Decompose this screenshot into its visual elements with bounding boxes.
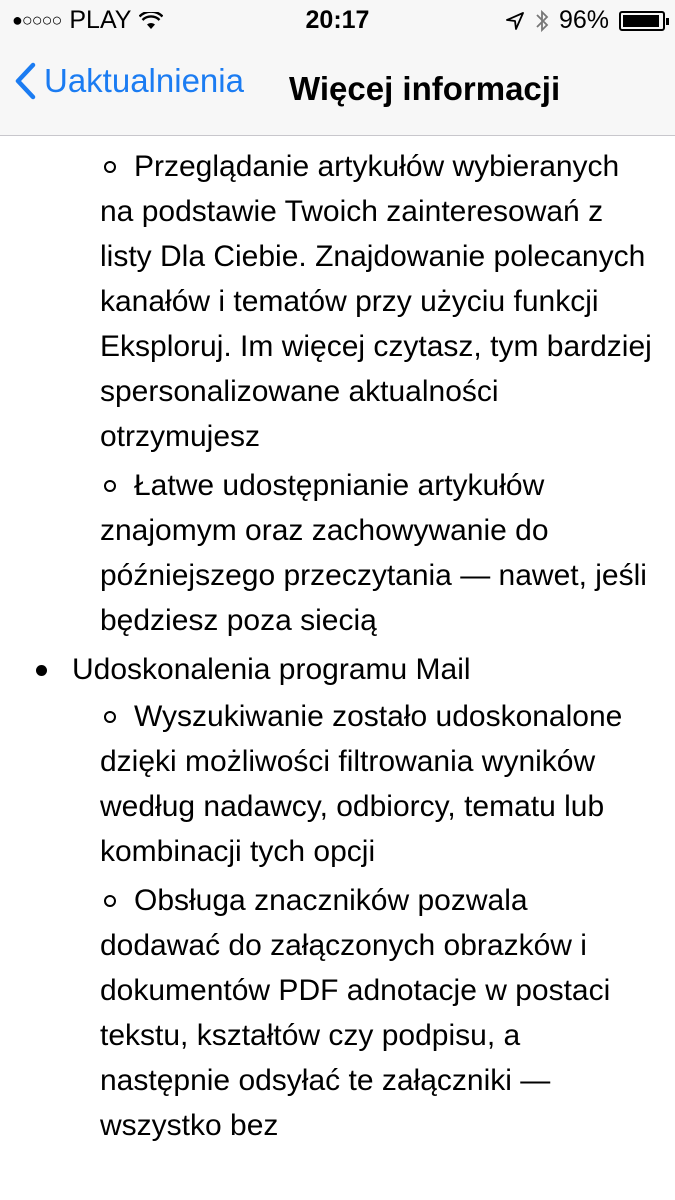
battery-fill xyxy=(623,15,659,27)
carrier-name: PLAY xyxy=(69,6,132,34)
bluetooth-icon xyxy=(535,9,549,33)
signal-strength-icon: ●○○○○ xyxy=(12,10,62,30)
chevron-left-icon xyxy=(14,62,36,100)
back-button[interactable] xyxy=(14,62,244,100)
navigation-bar xyxy=(0,42,675,136)
list-item-text: Łatwe udostępnianie artykułów znajomym oraz zachowywanie do późniejszego przeczytania — nawet, jeśli będziesz poza siecią xyxy=(100,469,647,637)
list-item-text: Przeglądanie artykułów wybieranych na podstawie Twoich zainteresowań z listy Dla Ciebie. Znajdowanie polecanych kanałów i tematów przy użyciu funkcji Eksploruj. Im więcej czytasz, tym bardziej spersonalizowane aktualności otrzymujesz xyxy=(100,150,652,453)
list-item xyxy=(0,647,675,692)
sub-list-mail xyxy=(0,694,675,1148)
battery-icon xyxy=(619,11,665,31)
list-item xyxy=(0,694,675,874)
battery-percent: 96% xyxy=(558,6,609,34)
circle-bullet-icon xyxy=(104,895,116,907)
status-time: 20:17 xyxy=(305,6,370,34)
main-list xyxy=(0,647,675,692)
list-item xyxy=(0,463,675,643)
section-title-mail: Udoskonalenia programu Mail xyxy=(72,653,471,686)
list-item xyxy=(0,878,675,1148)
circle-bullet-icon xyxy=(104,711,116,723)
back-button-label: Uaktualnienia xyxy=(44,62,244,99)
disc-bullet-icon xyxy=(36,665,47,676)
list-item xyxy=(0,144,675,459)
list-item-text: Obsługa znaczników pozwala dodawać do załączonych obrazków i dokumentów PDF adnotacje w postaci tekstu, kształtów czy podpisu, a następnie odsyłać te załączniki — wszystko bez xyxy=(100,884,611,1142)
circle-bullet-icon xyxy=(104,480,116,492)
circle-bullet-icon xyxy=(104,161,116,173)
release-notes-content[interactable] xyxy=(0,136,675,1200)
sub-list-top xyxy=(0,144,675,643)
status-right xyxy=(505,6,665,35)
status-bar xyxy=(0,0,675,42)
list-item-text: Wyszukiwanie zostało udoskonalone dzięki możliwości filtrowania wyników według nadawcy, odbiorcy, tematu lub kombinacji tych opcji xyxy=(100,700,623,868)
page-title: Więcej informacji xyxy=(289,70,561,107)
location-arrow-icon xyxy=(505,11,525,31)
